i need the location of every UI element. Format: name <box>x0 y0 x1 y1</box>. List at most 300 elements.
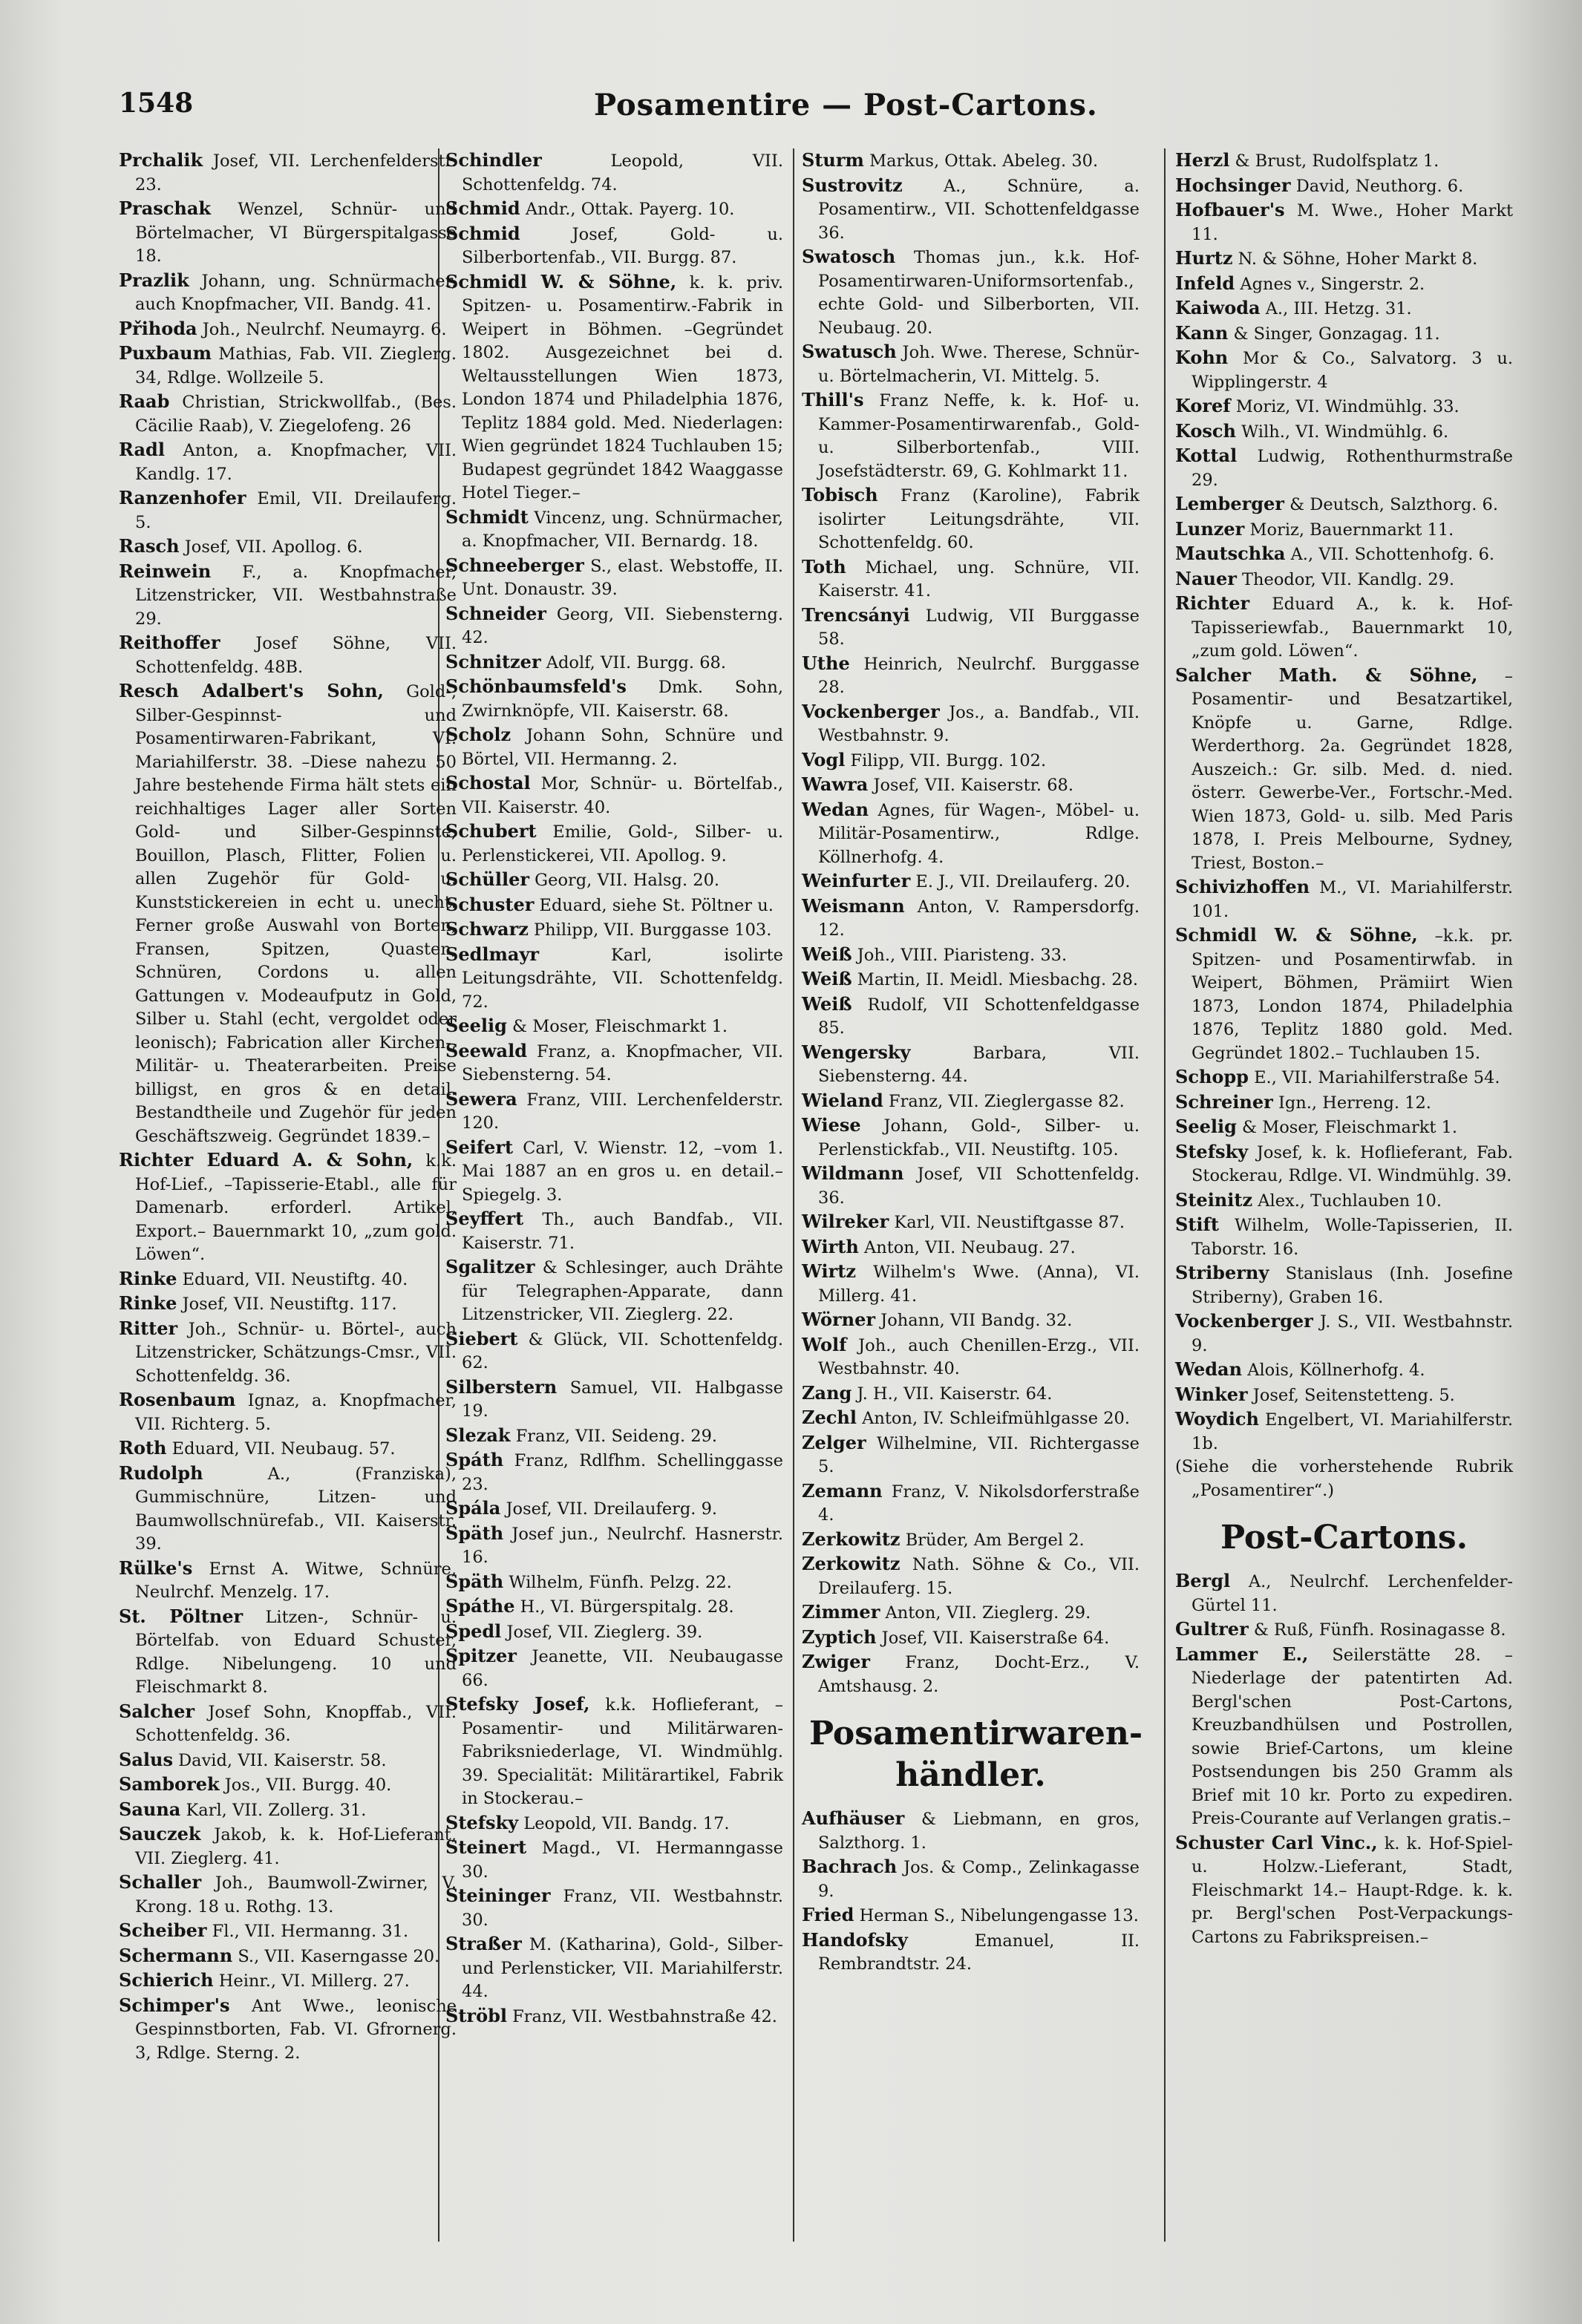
entry-name: Steinert <box>445 1836 527 1858</box>
entry-text: Jos. & Comp., Zelinkagasse 9. <box>818 1858 1140 1901</box>
entry-name: Sustrovitz <box>802 174 903 196</box>
entry-text: Eduard, siehe St. Pöltner u. <box>539 895 774 915</box>
entry-text: Rudolf, VII Schottenfeldgasse 85. <box>818 995 1140 1038</box>
entry-name: Toth <box>802 555 846 577</box>
directory-entry <box>445 893 783 918</box>
entry-text: Agnes v., Singerstr. 2. <box>1240 274 1425 294</box>
directory-entry <box>119 1388 457 1436</box>
directory-entry <box>1175 198 1513 246</box>
entry-text: Eduard, VII. Neustiftg. 40. <box>182 1269 408 1289</box>
entry-text: Mor & Co., Salvatorg. 3 u. Wipplingerstr. 4 <box>1192 349 1514 392</box>
entry-name: Schönbaumsfeld's <box>445 675 627 697</box>
directory-entry <box>119 1870 457 1919</box>
entry-text: Gold-, Silber-Gespinnst- und Posamentirwaren-Fabrikant, VI. Mariahilferstr. 38. –Diese nahezu 50 Jahre bestehende Firma hält stets ein reichhaltiges Lager aller Sorten Gold- und Silber-Gespinnste, Bouillon, Plasch, Flitter, Folien u. allen Zugehör für Gold- u. Kunststickereien in echt u. unecht. Ferner große Auswahl von Borten, Fransen, Spitzen, Quasten, Schnüren, Cordons u. allen Gattungen v. Modeaufputz in Gold, Silber u. Stahl (echt, vergoldet oder leonisch); Fabrication aller Kirchen-, Militär- u. Theaterarbeiten. Preise billigst, en gros & en detail. Bestandtheile und Zugehör für jeden Geschäftszweig. Gegründet 1839.– <box>135 682 457 1146</box>
directory-entry <box>119 1317 457 1389</box>
directory-entry <box>802 773 1140 798</box>
directory-entry <box>445 1424 783 1449</box>
entry-name: Sedlmayr <box>445 943 540 965</box>
entry-text: Ernst A. Witwe, Schnüre, Neulrchf. Menzelg. 17. <box>135 1559 457 1602</box>
directory-entry <box>445 917 783 943</box>
entry-name: Tobisch <box>802 484 878 505</box>
entry-name: Zechl <box>802 1407 857 1428</box>
entry-text: –Posamentir- und Besatzartikel, Knöpfe u. Garne, Rdlge. Werderthorg. 2a. Gegründet 1828, Auszeich.: Gr. silb. Med. d. nied. österr. Gewerbe-Ver., Fortschr.-Med. Wien 1873, Gold- u. silb. Med Paris 1878, I. Preis Melbourne, Sydney, Triest, Boston.– <box>1192 666 1513 873</box>
directory-entry <box>119 1292 457 1317</box>
entry-text: Emanuel, II. Rembrandtstr. 24. <box>818 1931 1140 1974</box>
entry-name: Zyptich <box>802 1626 877 1648</box>
directory-entry <box>802 992 1140 1041</box>
entry-name: Schimper's <box>119 1994 230 2016</box>
entry-text: E., VII. Mariahilferstraße 54. <box>1254 1068 1500 1087</box>
entry-text: Franz, VII. Seideng. 29. <box>515 1426 718 1446</box>
entry-name: Striberny <box>1175 1262 1269 1283</box>
entry-name: Schopp <box>1175 1066 1249 1087</box>
entry-text: Josef, k. k. Hoflieferant, Fab. Stockerau, Rdlge. VI. Windmühlg. 39. <box>1192 1142 1513 1185</box>
entry-text: Anton, VII. Zieglerg. 29. <box>885 1603 1091 1623</box>
directory-entry <box>119 1994 457 2066</box>
entry-name: Wilreker <box>802 1211 889 1232</box>
directory-entry <box>445 148 783 197</box>
entry-text: Ignaz, a. Knopfmacher, VII. Richterg. 5. <box>135 1391 457 1434</box>
entry-text: k. k. Hof-Spiel- u. Holzw.-Lieferant, Stadt, Fleischmarkt 14.– Haupt-Rdge. k. k. pr. Bergl'schen Post-Verpackungs-Cartons zu Fabrikspreisen.– <box>1192 1833 1513 1947</box>
entry-text: Mor, Schnür- u. Börtelfab., VII. Kaiserstr. 40. <box>462 774 783 817</box>
directory-entry <box>802 1650 1140 1698</box>
entry-text: Heinr., VI. Millerg. 27. <box>218 1971 410 1991</box>
entry-text: Franz, VII. Westbahnstr. 30. <box>462 1887 784 1930</box>
entry-name: Kann <box>1175 321 1229 344</box>
entry-text: David, VII. Kaiserstr. 58. <box>178 1750 387 1770</box>
entry-text: Franz (Karoline), Fabrik isolirter Leitungsdrähte, VII. Schottenfeldg. 60. <box>818 486 1140 552</box>
directory-entry <box>445 602 783 650</box>
entry-name: Steinitz <box>1175 1188 1253 1211</box>
directory-entry <box>445 1811 783 1836</box>
directory-entry <box>119 1267 457 1292</box>
entry-name: Wildmann <box>802 1162 904 1184</box>
directory-entry <box>1175 875 1513 923</box>
directory-entry <box>445 222 783 270</box>
entry-name: Schmidl W. & Söhne, <box>1175 924 1418 946</box>
entry-name: Sgalitzer <box>445 1256 535 1277</box>
entry-name: Ritter <box>119 1317 178 1339</box>
entry-name: Wiese <box>802 1114 861 1136</box>
directory-entry <box>1175 1261 1513 1309</box>
entry-name: Rosenbaum <box>119 1389 236 1410</box>
entry-text: Johann, VII Bandg. 32. <box>880 1311 1073 1330</box>
directory-entry <box>802 388 1140 483</box>
entry-name: Spáth <box>445 1449 504 1470</box>
entry-text: Jeanette, VII. Neubaugasse 66. <box>462 1647 783 1690</box>
directory-entry <box>1175 1569 1513 1617</box>
entry-name: Vogl <box>802 748 846 770</box>
entry-text: Michael, ung. Schnüre, VII. Kaiserstr. 41. <box>818 557 1140 600</box>
entry-text: Dmk. Sohn, Zwirnknöpfe, VII. Kaiserstr. 68. <box>462 678 783 721</box>
column-4 <box>1175 148 1513 1949</box>
directory-entry <box>119 1436 457 1461</box>
directory-entry <box>445 771 783 819</box>
entry-name: Schmid <box>445 222 520 244</box>
entry-text: Franz, a. Knopfmacher, VII. Siebensterng. 54. <box>462 1041 783 1084</box>
directory-entry <box>1175 1309 1513 1358</box>
directory-entry <box>802 1528 1140 1553</box>
directory-entry <box>445 1522 783 1570</box>
entry-text: Josef Söhne, VII. Schottenfeldg. 48B. <box>135 634 457 677</box>
directory-entry <box>802 1162 1140 1210</box>
entry-name: Wirth <box>802 1235 859 1257</box>
entry-text: Litzen-, Schnür- u. Börtelfab. von Eduard Schuster, Rdlge. Nibelungeng. 10 und Fleischmarkt 8. <box>135 1607 457 1697</box>
entry-text: Wilhelmine, VII. Richtergasse 5. <box>818 1433 1140 1476</box>
directory-entry <box>802 1600 1140 1626</box>
entry-text: k.k. Hoflieferant, –Posamentir- und Militärwaren-Fabriksniederlage, VI. Windmühlg. 39. Specialität: Militärartikel, Fabrik in Stockerau.– <box>462 1695 784 1808</box>
entry-text: Karl, VII. Neustiftgasse 87. <box>894 1213 1125 1232</box>
entry-text: Alex., Tuchlauben 10. <box>1258 1191 1442 1211</box>
entry-text: H., VI. Bürgerspitalg. 28. <box>520 1597 734 1617</box>
entry-name: Ströbl <box>445 2004 507 2026</box>
entry-text: Emil, VII. Dreilauferg. 5. <box>135 489 457 532</box>
directory-entry <box>119 390 457 438</box>
entry-name: Raab <box>119 390 170 412</box>
entry-name: Hofbauer's <box>1175 199 1285 220</box>
directory-entry <box>445 1039 783 1087</box>
directory-entry <box>802 1089 1140 1114</box>
entry-text: Thomas jun., k.k. Hof-Posamentirwaren-Uniformsortenfab., echte Gold- und Silberborten, VII. Neubaug. 20. <box>818 248 1140 338</box>
entry-name: Rülke's <box>119 1557 193 1579</box>
directory-entry <box>119 679 457 1148</box>
entry-name: Bergl <box>1175 1570 1231 1591</box>
entry-name: Seyffert <box>445 1208 524 1229</box>
entry-name: Radl <box>119 439 165 460</box>
entry-text: Samuel, VII. Halbgasse 19. <box>462 1378 783 1421</box>
directory-entry <box>802 943 1140 968</box>
entry-name: Lemberger <box>1175 493 1284 514</box>
entry-text: & Moser, Fleischmarkt 1. <box>1242 1118 1458 1137</box>
directory-entry <box>119 341 457 390</box>
entry-name: Ranzenhofer <box>119 487 246 508</box>
entry-name: Zimmer <box>802 1601 880 1623</box>
entry-text: Franz, Rdlfhm. Schellinggasse 23. <box>462 1451 784 1494</box>
directory-entry <box>802 340 1140 388</box>
entry-text: Josef, VII. Kaiserstr. 68. <box>873 776 1074 795</box>
entry-name: Swatusch <box>802 341 897 362</box>
entry-text: Philipp, VII. Burggasse 103. <box>534 920 772 940</box>
directory-entry <box>445 2004 783 2029</box>
entry-name: Roth <box>119 1437 167 1459</box>
directory-entry <box>1175 1213 1513 1261</box>
directory-entry <box>802 1041 1140 1089</box>
directory-entry <box>119 486 457 534</box>
directory-entry <box>445 505 783 554</box>
entry-text: & Singer, Gonzagag. 11. <box>1233 324 1440 344</box>
directory-entry <box>1175 321 1513 347</box>
directory-entry <box>802 869 1140 894</box>
directory-entry <box>802 1552 1140 1600</box>
entry-name: Wedan <box>1175 1358 1243 1380</box>
directory-entry <box>802 1308 1140 1333</box>
directory-entry <box>119 1148 457 1267</box>
directory-entry <box>802 148 1140 174</box>
directory-entry <box>1175 346 1513 394</box>
column-2 <box>445 148 783 2029</box>
entry-text: J. H., VII. Kaiserstr. 64. <box>857 1384 1053 1404</box>
entry-text: Ludwig, Rothenthurmstraße 29. <box>1192 447 1514 490</box>
entry-text: Joh., Baumwoll-Zwirner, V. Krong. 18 u. Rothg. 13. <box>135 1873 457 1917</box>
entry-text: Engelbert, VI. Mariahilferstr. 1b. <box>1192 1410 1514 1453</box>
directory-entry <box>1175 1188 1513 1214</box>
entry-name: Zwiger <box>802 1651 870 1672</box>
entry-text: Josef, VII. Lerchenfelderstr. 23. <box>135 151 457 194</box>
entry-text: –k.k. pr. Spitzen- und Posamentirwfab. in Weipert, Böhmen, Prämiirt Wien 1873, London 1874, Philadelphia 1876, Teplitz 1880 gold. Med. Gegründet 1802.– Tuchlauben 15. <box>1192 926 1513 1063</box>
directory-entry <box>119 1919 457 1944</box>
entry-text: Karl, isolirte Leitungsdrähte, VII. Schottenfeldg. 72. <box>462 945 783 1012</box>
entry-name: Seifert <box>445 1136 514 1158</box>
entry-text: Eduard A., k. k. Hof-Tapisseriewfab., Bauernmarkt 10, „zum gold. Löwen“. <box>1192 595 1514 661</box>
entry-name: Rasch <box>119 535 180 557</box>
entry-name: Wawra <box>802 773 869 795</box>
entry-text: & Ruß, Fünfh. Rosinagasse 8. <box>1253 1620 1506 1640</box>
entry-name: Resch Adalbert's Sohn, <box>119 680 384 701</box>
entry-name: Schuster <box>445 893 535 915</box>
directory-entry <box>119 148 457 197</box>
entry-text: Moriz, VI. Windmühlg. 33. <box>1235 397 1460 416</box>
entry-text: Joh., Neulrchf. Neumayrg. 6. <box>202 319 447 339</box>
entry-name: Schindler <box>445 149 542 171</box>
entry-name: Bachrach <box>802 1856 898 1877</box>
entry-text: Christian, Strickwollfab., (Bes. Cäcilie Raab), V. Ziegelofeng. 26 <box>135 393 457 436</box>
entry-text: Wilhelm, Fünfh. Pelzg. 22. <box>509 1572 732 1592</box>
entry-name: Zerkowitz <box>802 1553 901 1574</box>
entry-name: Sauna <box>119 1798 181 1820</box>
entry-name: Späth <box>445 1570 504 1592</box>
entry-name: Zelger <box>802 1431 866 1453</box>
directory-entry <box>1175 1617 1513 1643</box>
entry-text: Carl, V. Wienstr. 12, –vom 1. Mai 1887 an en gros u. en detail.– Spiegelg. 3. <box>462 1138 784 1205</box>
directory-entry <box>802 652 1140 700</box>
entry-name: Rudolph <box>119 1461 203 1484</box>
directory-entry <box>802 1479 1140 1528</box>
entry-name: Infeld <box>1175 272 1235 294</box>
directory-entry <box>445 1087 783 1136</box>
directory-entry <box>802 483 1140 555</box>
directory-entry <box>1175 419 1513 445</box>
entry-text: Anton, V. Rampersdorfg. 12. <box>818 897 1140 940</box>
entry-name: Schmidt <box>445 505 529 528</box>
directory-entry <box>1175 1643 1513 1831</box>
entry-name: Přihoda <box>119 317 197 339</box>
entry-name: Vockenberger <box>802 700 940 722</box>
entry-text: Josef Sohn, Knopffab., VII. Schottenfeldg. 36. <box>135 1702 457 1745</box>
entry-text: Eduard, VII. Neubaug. 57. <box>171 1439 396 1459</box>
entry-name: Spedl <box>445 1620 502 1642</box>
entry-text: & Liebmann, en gros, Salzthorg. 1. <box>818 1810 1140 1853</box>
entry-text: Nath. Söhne & Co., VII. Dreilauferg. 15. <box>818 1555 1140 1598</box>
entry-text: Joh., VIII. Piaristeng. 33. <box>857 945 1068 965</box>
entry-name: Sturm <box>802 149 864 171</box>
directory-entry <box>445 1836 783 1884</box>
directory-entry <box>119 197 457 269</box>
entry-text: M. Wwe., Hoher Markt 11. <box>1192 201 1513 244</box>
directory-entry <box>445 1136 783 1208</box>
directory-entry <box>802 748 1140 773</box>
directory-entry <box>802 1928 1140 1977</box>
entry-name: Wedan <box>802 798 869 820</box>
running-title: Posamentire — Post-Cartons. <box>594 88 1098 122</box>
entry-text: & Glück, VII. Schottenfeldg. 62. <box>462 1329 783 1372</box>
directory-entry <box>119 1944 457 1969</box>
entry-text: Ant Wwe., leonische Gespinnstborten, Fab. VI. Gfrornerg. 3, Rdlge. Sterng. 2. <box>135 1996 457 2063</box>
entry-text: A., (Franziska), Gummischnüre, Litzen- und Baumwollschnürefab., VII. Kaiserstr. 39. <box>135 1464 457 1554</box>
entry-text: Josef, VII. Kaiserstraße 64. <box>881 1628 1110 1648</box>
entry-name: Zerkowitz <box>802 1528 901 1550</box>
entry-name: Wörner <box>802 1309 876 1330</box>
entry-text: Leopold, VII. Schottenfeldg. 74. <box>462 151 783 194</box>
entry-text: A., Neulrchf. Lerchenfelder-Gürtel 11. <box>1192 1572 1513 1615</box>
entry-name: Prchalik <box>119 149 203 171</box>
entry-text: Wilh., VI. Windmühlg. 6. <box>1241 422 1449 442</box>
entry-name: Puxbaum <box>119 342 212 364</box>
entry-text: Josef, Gold- u. Silberbortenfab., VII. Burgg. 87. <box>462 224 783 267</box>
entry-name: St. Pöltner <box>119 1605 243 1627</box>
entry-name: Gultrer <box>1175 1618 1249 1640</box>
directory-entry <box>1175 592 1513 664</box>
column-1 <box>119 148 457 2065</box>
directory-entry <box>119 1773 457 1798</box>
entry-text: Jos., VII. Burgg. 40. <box>224 1775 392 1795</box>
entry-name: Swatosch <box>802 246 896 267</box>
entry-text: & Brust, Rudolfsplatz 1. <box>1235 151 1439 171</box>
entry-text: Theodor, VII. Kandlg. 29. <box>1242 569 1455 589</box>
entry-name: Schwarz <box>445 918 529 940</box>
entry-text: Brüder, Am Bergel 2. <box>905 1530 1085 1550</box>
entry-text: Herman S., Nibelungengasse 13. <box>859 1906 1139 1925</box>
entry-text: David, Neuthorg. 6. <box>1295 176 1464 196</box>
directory-entry <box>119 631 457 679</box>
directory-entry <box>119 1748 457 1773</box>
directory-entry <box>1175 174 1513 199</box>
entry-name: Schüller <box>445 868 529 890</box>
directory-entry <box>445 1884 783 1932</box>
directory-entry <box>1175 664 1513 876</box>
entry-text: Leopold, VII. Bandg. 17. <box>523 1813 730 1833</box>
entry-text: Georg, VII. Halsg. 20. <box>535 871 720 890</box>
entry-text: & Deutsch, Salzthorg. 6. <box>1290 495 1498 514</box>
entry-name: Schivizhoffen <box>1175 876 1310 897</box>
entry-name: Wolf <box>802 1333 847 1355</box>
entry-text: Franz, V. Nikolsdorferstraße 4. <box>818 1482 1140 1525</box>
entry-text: k.k. Hof-Lief., –Tapisserie-Etabl., alle für Damenarb. erforderl. Artikel, Export.– Bauernmarkt 10, „zum gold. Löwen“. <box>135 1151 457 1264</box>
directory-entry <box>445 723 783 771</box>
entry-name: Spála <box>445 1497 501 1519</box>
directory-entry <box>445 1207 783 1255</box>
entry-text: Markus, Ottak. Abeleg. 30. <box>869 151 1099 171</box>
entry-text: Emilie, Gold-, Silber- u. Perlenstickerei, VII. Apollog. 9. <box>462 822 784 865</box>
directory-entry <box>802 1333 1140 1381</box>
entry-text: Josef, VII. Neustiftg. 117. <box>182 1294 397 1314</box>
directory-entry <box>445 650 783 675</box>
directory-entry <box>1175 246 1513 272</box>
entry-text: Josef, VII. Zieglerg. 39. <box>506 1622 703 1642</box>
entry-name: Praschak <box>119 197 211 219</box>
directory-entry <box>445 1375 783 1424</box>
directory-entry <box>1175 923 1513 1065</box>
entry-name: Schuster Carl Vinc., <box>1175 1831 1378 1853</box>
directory-entry <box>119 1798 457 1823</box>
directory-entry <box>1175 1358 1513 1383</box>
directory-entry <box>445 1594 783 1620</box>
entry-text: Seilerstätte 28. –Niederlage der patentirten Ad. Bergl'schen Post-Cartons, Kreuzbandhülsen und Postrollen, sowie Brief-Cartons, um kleine Postsendungen bis 250 Gramm als Brief mit 10 kr. Porto zu expediren. Preis-Courante auf Verlangen gratis.– <box>1192 1645 1513 1828</box>
entry-text: Vincenz, ung. Schnürmacher, a. Knopfmacher, VII. Bernardg. 18. <box>462 508 784 551</box>
entry-name: Lammer E., <box>1175 1643 1309 1665</box>
entry-text: Wenzel, Schnür- und Börtelmacher, VI Bürgerspitalgasse 18. <box>135 200 457 266</box>
directory-entry <box>1175 542 1513 567</box>
entry-text: N. & Söhne, Hoher Markt 8. <box>1238 249 1478 269</box>
directory-entry <box>445 1570 783 1595</box>
entry-text: F., a. Knopfmacher, Litzenstricker, VII. Westbahnstraße 29. <box>135 562 457 629</box>
entry-name: Thill's <box>802 389 864 410</box>
entry-text: A., III. Hetzg. 31. <box>1265 299 1412 318</box>
directory-entry <box>802 1807 1140 1855</box>
directory-entry <box>802 1626 1140 1651</box>
entry-text: Jos., a. Bandfab., VII. Westbahnstr. 9. <box>818 702 1140 745</box>
entry-text: Stanislaus (Inh. Josefine Striberny), Graben 16. <box>1192 1264 1513 1307</box>
entry-name: Schierich <box>119 1969 214 1991</box>
directory-entry <box>802 1406 1140 1431</box>
entry-name: Richter <box>1175 592 1250 614</box>
entry-name: Weismann <box>802 894 905 917</box>
entry-name: Spitzer <box>445 1645 517 1666</box>
directory-entry <box>445 554 783 602</box>
entry-name: Schubert <box>445 820 537 842</box>
entry-name: Sewera <box>445 1087 517 1110</box>
directory-entry <box>119 534 457 560</box>
directory-entry <box>445 868 783 893</box>
entry-name: Mautschka <box>1175 543 1286 564</box>
entry-name: Slezak <box>445 1424 511 1446</box>
entry-text: Th., auch Bandfab., VII. Kaiserstr. 71. <box>462 1210 783 1253</box>
entry-name: Scheiber <box>119 1919 207 1941</box>
directory-entry <box>1175 1831 1513 1950</box>
directory-entry <box>1175 1090 1513 1116</box>
entry-text: Franz, Docht-Erz., V. Amtshausg. 2. <box>818 1653 1140 1696</box>
directory-entry <box>1175 1065 1513 1090</box>
entry-name: Koref <box>1175 395 1231 416</box>
entry-text: Alois, Köllnerhofg. 4. <box>1247 1361 1425 1380</box>
directory-entry <box>802 798 1140 870</box>
directory-entry <box>445 1692 783 1811</box>
entry-name: Sauczek <box>119 1823 201 1845</box>
directory-entry <box>445 675 783 723</box>
entry-name: Siebert <box>445 1327 518 1349</box>
directory-entry <box>119 438 457 486</box>
directory-entry <box>119 269 457 317</box>
entry-text: A., VII. Schottenhofg. 6. <box>1290 545 1495 564</box>
entry-name: Kaiwoda <box>1175 297 1261 318</box>
entry-text: Andr., Ottak. Payerg. 10. <box>525 200 735 219</box>
directory-entry <box>802 700 1140 748</box>
directory-entry <box>119 317 457 342</box>
entry-name: Scholz <box>445 724 511 745</box>
entry-name: Spáthe <box>445 1595 515 1617</box>
directory-entry <box>445 1014 783 1039</box>
entry-text: & Moser, Fleischmarkt 1. <box>512 1017 728 1036</box>
entry-text: Magd., VI. Hermanngasse 30. <box>462 1839 783 1882</box>
page-number: 1548 <box>119 88 194 119</box>
entry-text: Adolf, VII. Burgg. 68. <box>546 652 726 672</box>
entry-name: Kohn <box>1175 347 1229 368</box>
entry-name: Zang <box>802 1381 852 1404</box>
entry-name: Straßer <box>445 1933 522 1954</box>
entry-name: Schneeberger <box>445 554 584 576</box>
entry-name: Richter Eduard A. & Sohn, <box>119 1149 414 1171</box>
entry-name: Uthe <box>802 652 850 674</box>
entry-name: Reithoffer <box>119 632 220 653</box>
